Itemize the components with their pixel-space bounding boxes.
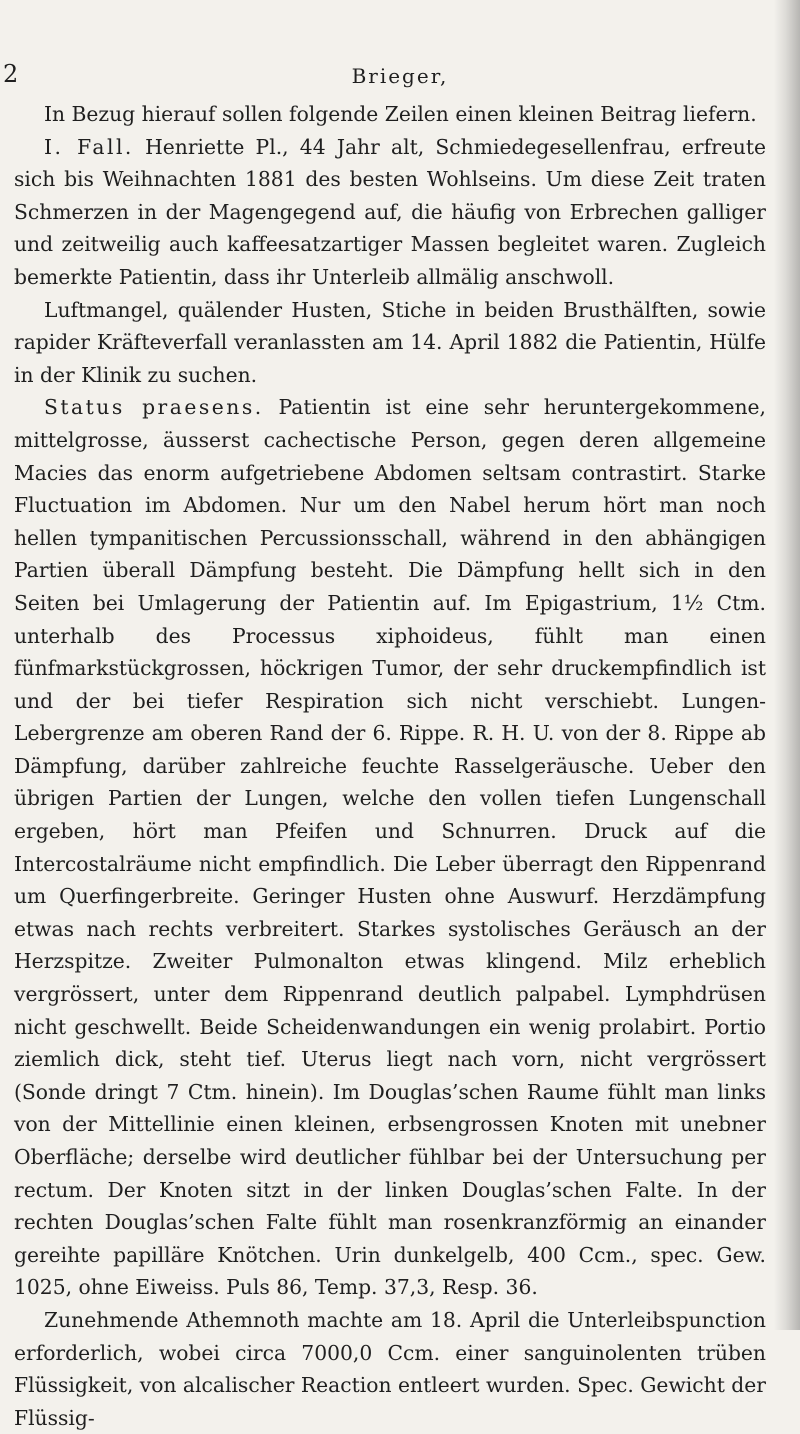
- paragraph-status: [14, 391, 766, 1304]
- paragraph-case-one: [14, 131, 766, 294]
- paragraph-intro: [14, 98, 766, 131]
- page-number: 2: [3, 60, 19, 88]
- running-title: Brieger,: [351, 64, 449, 88]
- case-heading: I. Fall.: [44, 134, 134, 159]
- paragraph-text: In Bezug hierauf sollen folgende Zeilen einen kleinen Beitrag liefern.: [44, 102, 757, 126]
- paragraph-symptoms: [14, 294, 766, 392]
- paragraph-puncture: [14, 1304, 766, 1434]
- status-heading: Status praesens.: [44, 395, 264, 420]
- paragraph-text: Patientin ist eine sehr heruntergekommene, mittelgrosse, äusserst cachectische Person, gegen deren allgemeine Macies das enorm aufgetriebene Abdomen seltsam contrastirt. Starke Fluctuation im Abdomen. Nur um den Nabel herum hört man noch hellen tympanitischen Percussionsschall, während in den abhängigen Partien überall Dämpfung besteht. Die Dämpfung hellt sich in den Seiten bei Umlagerung der Patientin auf. Im Epigastrium, 1½ Ctm. unterhalb des Processus xiphoideus, fühlt man einen fünfmarkstückgrossen, höckrigen Tumor, der sehr druckempfindlich ist und der bei tiefer Respiration sich nicht verschiebt. Lungen-Lebergrenze am oberen Rand der 6. Rippe. R. H. U. von der 8. Rippe ab Dämpfung, darüber zahlreiche feuchte Rasselgeräusche. Ueber den übrigen Partien der Lungen, welche den vollen tiefen Lungenschall ergeben, hört man Pfeifen und Schnurren. Druck auf die Intercostalräume nicht empfindlich. Die Leber überragt den Rippenrand um Querfingerbreite. Geringer Husten ohne Auswurf. Herzdämpfung etwas nach rechts verbreitert. Starkes systolisches Geräusch an der Herzspitze. Zweiter Pulmonalton etwas klingend. Milz erheblich vergrössert, unter dem Rippenrand deutlich palpabel. Lymphdrüsen nicht geschwellt. Beide Scheidenwandungen ein wenig prolabirt. Portio ziemlich dick, steht tief. Uterus liegt nach vorn, nicht vergrössert (Sonde dringt 7 Ctm. hinein). Im Douglas’schen Raume fühlt man links von der Mittellinie einen kleinen, erbsengrossen Knoten mit unebner Oberfläche; derselbe wird deutlicher fühlbar bei der Untersuchung per rectum. Der Knoten sitzt in der linken Douglas’schen Falte. In der rechten Douglas’schen Falte fühlt man rosenkranzförmig an einander gereihte papilläre Knötchen. Urin dunkelgelb, 400 Ccm., spec. Gew. 1025, ohne Eiweiss. Puls 86, Temp. 37,3, Resp. 36.: [14, 395, 766, 1300]
- paragraph-text: Zunehmende Athemnoth machte am 18. April die Unterleibspunction erforderlich, wobei circa 7000,0 Ccm. einer sanguinolenten trüben Flüssigkeit, von alcalischer Reaction entleert wurden. Spec. Gewicht der Flüssig-: [14, 1307, 766, 1430]
- page-edge-shadow: [774, 0, 800, 1330]
- page-body: [14, 98, 766, 1434]
- paragraph-text: Luftmangel, quälender Husten, Stiche in beiden Brusthälften, sowie rapider Kräfteverfall veranlassten am 14. April 1882 die Patientin, Hülfe in der Klinik zu suchen.: [14, 297, 766, 387]
- paragraph-text: Henriette Pl., 44 Jahr alt, Schmiedegesellenfrau, erfreute sich bis Weihnachten 1881 des besten Wohlseins. Um diese Zeit traten Schmerzen in der Magengegend auf, die häufig von Erbrechen galliger und zeitweilig auch kaffeesatzartiger Massen begleitet waren. Zugleich bemerkte Patientin, dass ihr Unterleib allmälig anschwoll.: [14, 134, 766, 289]
